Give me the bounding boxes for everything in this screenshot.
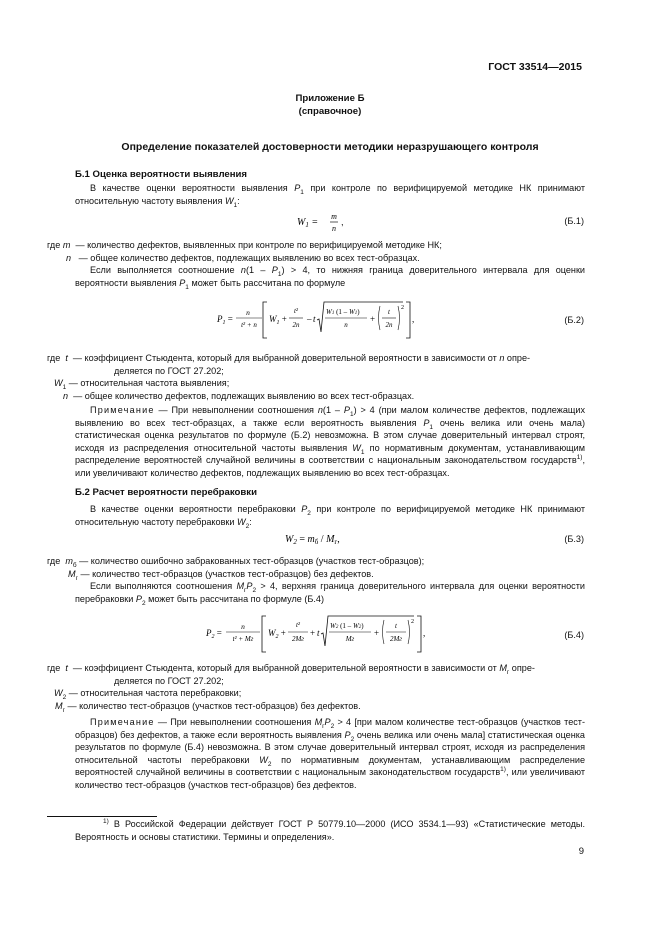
svg-text:Mг: Mг <box>345 635 355 643</box>
svg-text:+: + <box>310 628 316 638</box>
where-item: $W_2$ — относительная частота перебраковки; <box>54 688 242 701</box>
where-item: где t — коэффициент Стьюдента, который для выбранной доверительной вероятности в зависимости от n опре- деляется по ГОСТ 27.202; <box>47 353 531 376</box>
document-title: Определение показателей достоверности методики неразрушающего контроля <box>121 141 539 153</box>
svg-text:2: 2 <box>401 305 404 311</box>
footnote-divider <box>47 816 157 817</box>
where-item: где m — количество дефектов, выявленных при контроле по верифицируемой методике НК; <box>47 240 442 250</box>
svg-text:t: t <box>313 314 316 324</box>
appendix-type: (справочное) <box>298 106 362 117</box>
svg-text:,: , <box>423 628 426 638</box>
formula-b3 <box>285 530 365 552</box>
section-heading-b1: Б.1 Оценка вероятности выявления <box>75 169 248 180</box>
svg-text:t² + n: t² + n <box>241 321 257 329</box>
section1-condition: Если выполняется соотношение $n(1 - P_1) > 4$, то нижняя граница доверительного интервала для оценки вероятности выявления $P_1$ может быть рассчитана по формуле <box>75 265 586 291</box>
formula-b3-label: (Б.3) <box>564 534 584 544</box>
svg-text:2n: 2n <box>385 321 393 329</box>
formula-b2 <box>217 298 417 346</box>
svg-text:t² + Mг: t² + Mг <box>232 635 254 643</box>
formula-b2-svg <box>217 298 417 342</box>
note-label: Примечание <box>90 405 155 415</box>
footnote-text: В Российской Федерации действует ГОСТ Р 50779.10—2000 (ИСО 3534.1—93) «Статистические методы. Вероятность и основы статистики. Термины и определения». <box>75 819 586 842</box>
formula-b1-den: n <box>332 224 336 233</box>
where-item: где t — коэффициент Стьюдента, который для выбранной доверительной вероятности в зависимости от $M_г$ опре- деляется по ГОСТ 27.202; <box>47 663 535 686</box>
svg-text:W1 =: $W_1$ = <box>297 217 319 229</box>
formula-b1-label: (Б.1) <box>564 216 584 226</box>
page-number: 9 <box>578 846 584 857</box>
where-item: $M_г$ — количество тест-образцов (участков тест-образцов) без дефектов. <box>55 700 361 714</box>
svg-text:t²: t² <box>293 307 299 315</box>
svg-text:t: t <box>388 308 390 316</box>
svg-text:n: n <box>344 321 348 329</box>
svg-text:t: t <box>317 628 320 638</box>
standard-code: ГОСТ 33514—2015 <box>488 61 582 73</box>
section2-intro: В качестве оценки вероятности перебраковки $P_2$ при контроле по верифицируемой методике НК принимают относительную частоту перебраковки $W_2$: <box>75 504 585 530</box>
svg-text:2Mг: 2Mг <box>291 635 305 643</box>
where-list-4 <box>47 662 587 712</box>
svg-text:t²: t² <box>295 621 301 629</box>
svg-text:n: n <box>246 308 250 317</box>
where-item: n — общее количество дефектов, подлежащих выявлению во всех тест-образцах. <box>63 390 415 401</box>
formula-b1-svg <box>297 211 347 235</box>
svg-text:2Mг: 2Mг <box>389 635 403 643</box>
where-item: где $m_б$ — количество ошибочно забракованных тест-образцов (участков тест-образцов); <box>47 556 425 569</box>
note-label: Примечание <box>90 717 155 727</box>
section2-condition: Если выполняются соотношения $M_гP_2 > 4$, верхняя граница доверительного интервала для оценки вероятности перебраковки $P_2$ может быть рассчитана по формуле (Б.4) <box>75 581 585 607</box>
formula-b2-label: (Б.2) <box>564 315 584 325</box>
svg-text:+: + <box>370 314 376 324</box>
formula-b3-svg <box>285 530 365 548</box>
svg-text:,: , <box>341 217 344 227</box>
svg-text:W2 +: $W_2$ + <box>268 628 286 640</box>
svg-text:,: , <box>412 314 415 324</box>
svg-text:W2 (1 – W2): W2 (1 – W2) <box>330 622 364 630</box>
where-item: n — общее количество дефектов, подлежащих выявлению во всех тест-образцах. <box>66 252 420 263</box>
appendix-heading <box>75 92 585 118</box>
where-item: $W_1$ — относительная частота выявления; <box>54 378 230 391</box>
svg-text:2: 2 <box>411 619 414 625</box>
svg-text:W1 +: $W_1$ + <box>269 314 287 326</box>
svg-text:+: + <box>374 628 380 638</box>
formula-b1-num: m <box>331 212 337 221</box>
svg-text:2n: 2n <box>292 321 300 329</box>
where-list-1 <box>47 239 587 264</box>
svg-text:W2 = mб / Mг,: $W_2 = m_б / M_г$, <box>285 534 340 546</box>
where-list-2 <box>47 352 587 402</box>
svg-text:P1 =: $P_1$ = <box>217 314 233 326</box>
where-item: $M_г$ — количество тест-образцов (участков тест-образцов) без дефектов. <box>68 568 374 582</box>
appendix-title: Приложение Б <box>295 93 365 104</box>
svg-text:–: – <box>307 314 312 324</box>
svg-text:P2 =: $P_2$ = <box>206 628 222 640</box>
note-2: Примечание — При невыполнении соотношения $M_гP_2 > 4$ [при малом количестве тест-образцов (участков тест-образцов) без дефектов, а также если вероятность выявления $P_2$ очень велика или очень мала] статистическая оценка результатов по формуле (Б.4) невозможна. В этом случае доверительный интервал строят, исходя из распределения относительной частоты перебраковки $W_2$ по нормативным документам, устанавливающим распределение вероятностей случайной величины в соответствии с национальным законодательством государств$^{1)}$, или увеличивают количество тест-образцов (участков тест-образцов) без дефектов. <box>75 717 586 790</box>
formula-b1 <box>297 211 347 239</box>
svg-text:W1 (1 – W1): W1 (1 – W1) <box>326 308 360 316</box>
footnote-mark: 1) <box>103 817 109 825</box>
section-heading-b2: Б.2 Расчет вероятности перебраковки <box>75 487 257 498</box>
section1-intro: В качестве оценки вероятности выявления $P_1$ при контроле по верифицируемой методике НК принимают относительную частоту выявления $W_1$: <box>75 183 586 209</box>
formula-b4-svg <box>206 612 431 656</box>
footnote <box>75 818 585 843</box>
note-1: Примечание — При невыполнении соотношения $n(1 - P_1) > 4$ (при малом количестве дефектов, подлежащих выявлению во всех тест-образцах, а также если вероятность выявления $P_1$ очень велика или очень мала) статистическая оценка результатов по формуле (Б.2) невозможна. В этом случае доверительный интервал строят, исходя из распределения относительной частоты выявления $W_1$ по нормативным документам, устанавливающим распределение вероятностей случайной величины в соответствии с национальным законодательством государств$^{1)}$, или увеличивают количество дефектов, подлежащих выявлению во всех тест-образцах. <box>75 405 585 478</box>
where-list-3 <box>47 555 587 580</box>
svg-text:n: n <box>241 622 245 631</box>
formula-b4-label: (Б.4) <box>564 630 584 640</box>
svg-text:t: t <box>395 622 397 630</box>
formula-b4 <box>206 612 431 660</box>
